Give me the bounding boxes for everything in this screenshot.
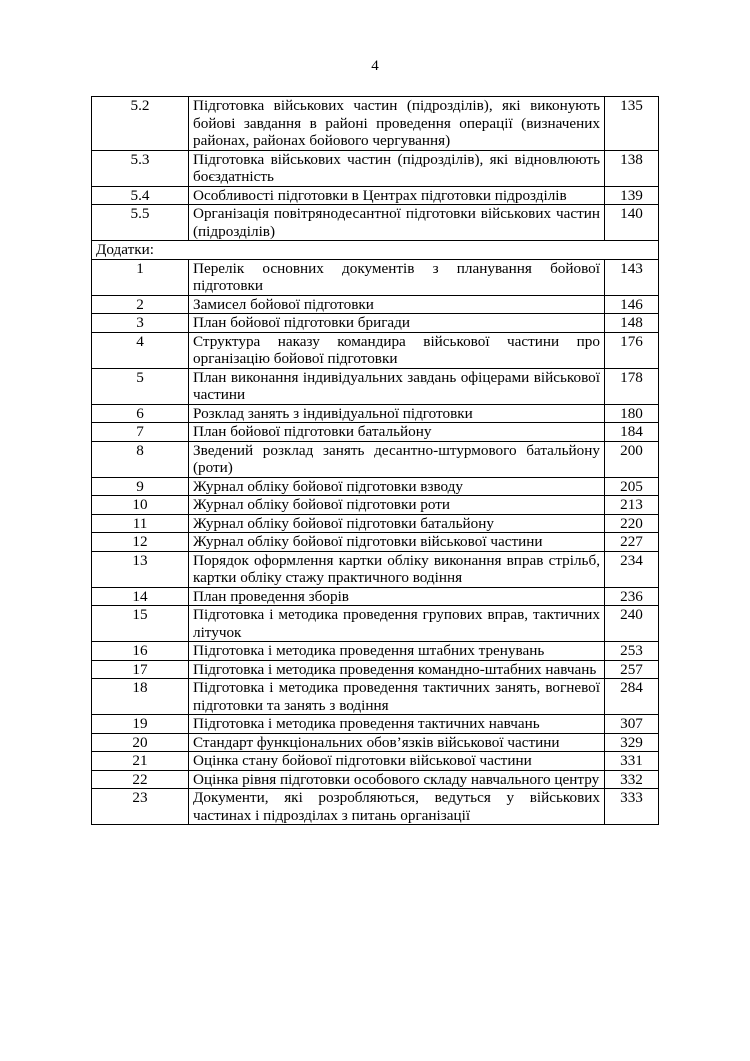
row-number: 4 bbox=[92, 332, 189, 368]
row-page-number: 227 bbox=[605, 533, 659, 552]
table-row bbox=[92, 587, 659, 606]
row-title: Журнал обліку бойової підготовки батальйону bbox=[189, 514, 605, 533]
row-page-number: 200 bbox=[605, 441, 659, 477]
row-number: 13 bbox=[92, 551, 189, 587]
row-page-number: 135 bbox=[605, 97, 659, 151]
table-of-contents bbox=[91, 96, 659, 825]
table-row bbox=[92, 441, 659, 477]
row-page-number: 140 bbox=[605, 205, 659, 241]
row-page-number: 176 bbox=[605, 332, 659, 368]
row-page-number: 138 bbox=[605, 150, 659, 186]
table-row bbox=[92, 314, 659, 333]
table-row bbox=[92, 752, 659, 771]
row-number: 5.3 bbox=[92, 150, 189, 186]
table-row bbox=[92, 514, 659, 533]
row-number: 21 bbox=[92, 752, 189, 771]
row-number: 22 bbox=[92, 770, 189, 789]
row-page-number: 146 bbox=[605, 295, 659, 314]
row-number: 18 bbox=[92, 679, 189, 715]
row-page-number: 178 bbox=[605, 368, 659, 404]
row-number: 14 bbox=[92, 587, 189, 606]
row-page-number: 331 bbox=[605, 752, 659, 771]
row-number: 5.5 bbox=[92, 205, 189, 241]
row-page-number: 220 bbox=[605, 514, 659, 533]
row-title: Особливості підготовки в Центрах підготовки підрозділів bbox=[189, 186, 605, 205]
row-title: Оцінка стану бойової підготовки військової частини bbox=[189, 752, 605, 771]
row-number: 20 bbox=[92, 733, 189, 752]
row-title: Підготовка військових частин (підрозділів), які відновлюють боєздатність bbox=[189, 150, 605, 186]
row-page-number: 284 bbox=[605, 679, 659, 715]
row-title: Структура наказу командира військової частини про організацію бойової підготовки bbox=[189, 332, 605, 368]
row-page-number: 332 bbox=[605, 770, 659, 789]
row-number: 16 bbox=[92, 642, 189, 661]
table-row bbox=[92, 642, 659, 661]
row-title: Підготовка і методика проведення тактичних занять, вогневої підготовки та занять з водіння bbox=[189, 679, 605, 715]
row-number: 10 bbox=[92, 496, 189, 515]
table-row bbox=[92, 97, 659, 151]
table-row bbox=[92, 496, 659, 515]
row-title: Зведений розклад занять десантно-штурмового батальйону (роти) bbox=[189, 441, 605, 477]
row-page-number: 240 bbox=[605, 606, 659, 642]
row-page-number: 234 bbox=[605, 551, 659, 587]
row-number: 12 bbox=[92, 533, 189, 552]
table-row bbox=[92, 660, 659, 679]
table-row bbox=[92, 404, 659, 423]
row-number: 23 bbox=[92, 789, 189, 825]
row-title: Підготовка і методика проведення командно-штабних навчань bbox=[189, 660, 605, 679]
table-row bbox=[92, 789, 659, 825]
row-number: 8 bbox=[92, 441, 189, 477]
page-number: 4 bbox=[371, 58, 379, 74]
table-row bbox=[92, 423, 659, 442]
row-title: План бойової підготовки батальйону bbox=[189, 423, 605, 442]
row-title: Організація повітрянодесантної підготовки військових частин (підрозділів) bbox=[189, 205, 605, 241]
row-title: Підготовка і методика проведення штабних тренувань bbox=[189, 642, 605, 661]
row-page-number: 143 bbox=[605, 259, 659, 295]
table-row bbox=[92, 551, 659, 587]
table-row bbox=[92, 205, 659, 241]
table-row bbox=[92, 295, 659, 314]
table-row bbox=[92, 332, 659, 368]
table-row bbox=[92, 259, 659, 295]
row-title: Перелік основних документів з планування бойової підготовки bbox=[189, 259, 605, 295]
row-page-number: 329 bbox=[605, 733, 659, 752]
row-page-number: 257 bbox=[605, 660, 659, 679]
row-title: Замисел бойової підготовки bbox=[189, 295, 605, 314]
row-number: 15 bbox=[92, 606, 189, 642]
row-title: Журнал обліку бойової підготовки взводу bbox=[189, 477, 605, 496]
row-page-number: 253 bbox=[605, 642, 659, 661]
row-title: Підготовка військових частин (підрозділів), які виконують бойові завдання в районі проведення операції (визначених районах, районах бойового чергування) bbox=[189, 97, 605, 151]
row-number: 5.4 bbox=[92, 186, 189, 205]
row-title: Порядок оформлення картки обліку виконання вправ стрільб, картки обліку стажу практичного водіння bbox=[189, 551, 605, 587]
row-number: 6 bbox=[92, 404, 189, 423]
row-title: План бойової підготовки бригади bbox=[189, 314, 605, 333]
table-row bbox=[92, 368, 659, 404]
row-title: План проведення зборів bbox=[189, 587, 605, 606]
row-page-number: 213 bbox=[605, 496, 659, 515]
row-title: Підготовка і методика проведення групових вправ, тактичних літучок bbox=[189, 606, 605, 642]
row-number: 5.2 bbox=[92, 97, 189, 151]
row-title: Розклад занять з індивідуальної підготовки bbox=[189, 404, 605, 423]
table-row bbox=[92, 150, 659, 186]
row-title: План виконання індивідуальних завдань офіцерами військової частини bbox=[189, 368, 605, 404]
row-title: Журнал обліку бойової підготовки військової частини bbox=[189, 533, 605, 552]
row-page-number: 307 bbox=[605, 715, 659, 734]
table-row bbox=[92, 477, 659, 496]
row-page-number: 236 bbox=[605, 587, 659, 606]
table-row bbox=[92, 770, 659, 789]
table-row bbox=[92, 606, 659, 642]
row-number: 2 bbox=[92, 295, 189, 314]
row-title: Журнал обліку бойової підготовки роти bbox=[189, 496, 605, 515]
table-row bbox=[92, 733, 659, 752]
row-title: Підготовка і методика проведення тактичних навчань bbox=[189, 715, 605, 734]
toc-body bbox=[92, 97, 659, 825]
appendix-label: Додатки: bbox=[92, 241, 659, 260]
appendix-header-row bbox=[92, 241, 659, 260]
table-row bbox=[92, 679, 659, 715]
table-row bbox=[92, 186, 659, 205]
row-page-number: 333 bbox=[605, 789, 659, 825]
row-number: 7 bbox=[92, 423, 189, 442]
row-page-number: 184 bbox=[605, 423, 659, 442]
row-title: Стандарт функціональних обов’язків військової частини bbox=[189, 733, 605, 752]
row-number: 3 bbox=[92, 314, 189, 333]
row-number: 1 bbox=[92, 259, 189, 295]
row-page-number: 139 bbox=[605, 186, 659, 205]
row-number: 11 bbox=[92, 514, 189, 533]
row-title: Документи, які розробляються, ведуться у військових частинах і підрозділах з питань організації bbox=[189, 789, 605, 825]
row-number: 5 bbox=[92, 368, 189, 404]
row-number: 19 bbox=[92, 715, 189, 734]
table-row bbox=[92, 533, 659, 552]
row-title: Оцінка рівня підготовки особового складу навчального центру bbox=[189, 770, 605, 789]
row-page-number: 148 bbox=[605, 314, 659, 333]
row-number: 17 bbox=[92, 660, 189, 679]
row-number: 9 bbox=[92, 477, 189, 496]
row-page-number: 180 bbox=[605, 404, 659, 423]
table-row bbox=[92, 715, 659, 734]
row-page-number: 205 bbox=[605, 477, 659, 496]
